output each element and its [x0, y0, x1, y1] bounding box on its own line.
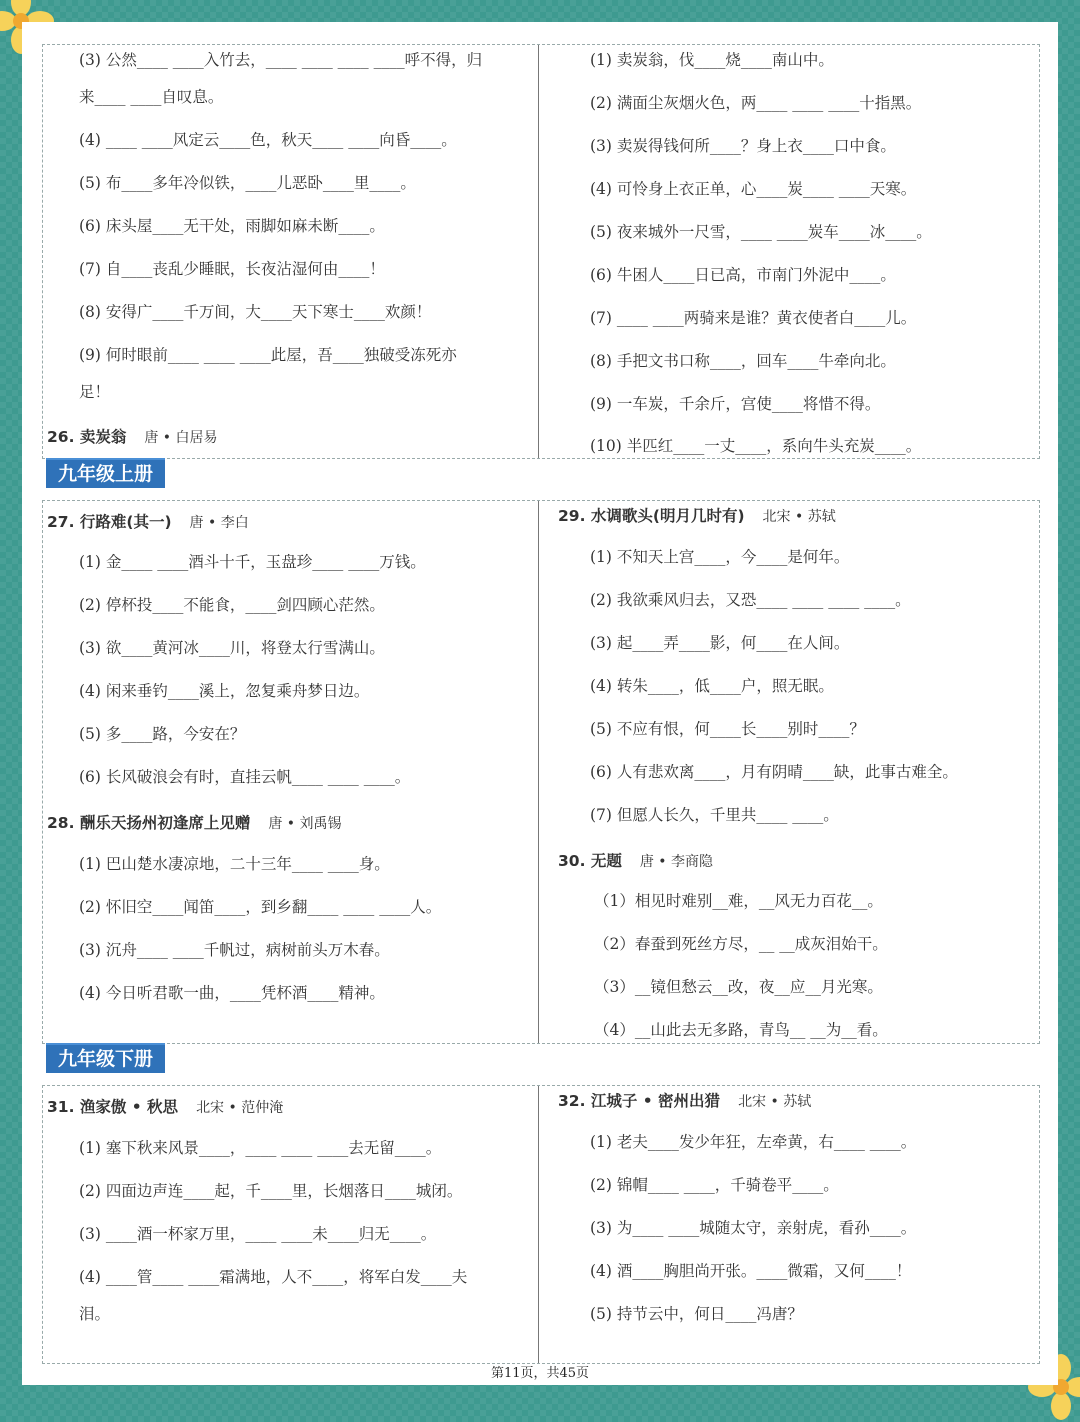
exercise-line: (4) ____管____ ____霜满地，人不____，将军白发____夫 — [79, 1268, 468, 1286]
exercise-line: (3) 为____ ____城随太守，亲射虎，看孙____。 — [590, 1219, 917, 1237]
exercise-line: (1) 老夫____发少年狂，左牵黄，右____ ____。 — [590, 1133, 917, 1151]
exercise-line: (5) 多____路，今安在？ — [79, 725, 246, 743]
exercise-line: (3) ____酒一杯家万里，____ ____未____归无____。 — [79, 1225, 437, 1243]
exercise-line: 来____ ____自叹息。 — [79, 88, 224, 106]
section-grade9-lower — [42, 1085, 1040, 1364]
exercise-line: (8) 手把文书口称____，回车____牛牵向北。 — [590, 352, 896, 370]
exercise-line: （3）__镜但愁云__改，夜__应__月光寒。 — [594, 978, 883, 996]
poem-title-32 — [558, 1089, 811, 1111]
exercise-line: (10) 半匹红____一丈____，系向牛头充炭____。 — [590, 437, 922, 455]
section-continued — [42, 44, 1040, 459]
poem-author: 唐 • 李商隐 — [639, 854, 714, 870]
poem-title-text: 30. 无题 — [558, 852, 622, 870]
exercise-line: (2) 怀旧空____闻笛____，到乡翻____ ____ ____人。 — [79, 898, 442, 916]
exercise-line: (5) 不应有恨，何____长____别时____？ — [590, 720, 865, 738]
poem-title-text: 27. 行路难(其一) — [47, 513, 172, 531]
exercise-line: (5) 持节云中，何日____冯唐？ — [590, 1305, 803, 1323]
exercise-line: (6) 人有悲欢离____，月有阴晴____缺，此事古难全。 — [590, 763, 958, 781]
exercise-line: (2) 我欲乘风归去，又恐____ ____ ____ ____。 — [590, 591, 911, 609]
exercise-line: (1) 巴山楚水凄凉地，二十三年____ ____身。 — [79, 855, 390, 873]
exercise-line: 足！ — [79, 383, 111, 401]
exercise-line: （1）相见时难别__难，__风无力百花__。 — [594, 892, 883, 910]
exercise-line: （4）__山此去无多路，青鸟__ __为__看。 — [594, 1021, 888, 1039]
exercise-line: (5) 布____多年冷似铁，____儿恶卧____里____。 — [79, 174, 416, 192]
poem-author: 唐 • 刘禹锡 — [268, 816, 342, 832]
exercise-line: (6) 床头屋____无干处，雨脚如麻未断____。 — [79, 217, 385, 235]
poem-title-26 — [47, 425, 218, 447]
exercise-line: (7) 自____丧乱少睡眠，长夜沾湿何由____！ — [79, 260, 385, 278]
exercise-line: (4) 可怜身上衣正单，心____炭____ ____天寒。 — [590, 180, 917, 198]
poem-title-31 — [47, 1095, 283, 1117]
exercise-line: (1) 卖炭翁，伐____烧____南山中。 — [590, 51, 834, 69]
poem-title-text: 28. 酬乐天扬州初逢席上见赠 — [47, 814, 251, 832]
page-footer: 第11页，共45页 — [490, 1366, 590, 1381]
grade-label-9-upper: 九年级上册 — [46, 458, 165, 488]
exercise-line: (2) 满面尘灰烟火色，两____ ____ ____十指黑。 — [590, 94, 922, 112]
exercise-line: (3) 卖炭得钱何所____？身上衣____口中食。 — [590, 137, 896, 155]
exercise-line: （2）春蚕到死丝方尽，__ __成灰泪始干。 — [594, 935, 888, 953]
poem-title-27 — [47, 510, 249, 532]
exercise-line: (8) 安得广____千万间，大____天下寒士____欢颜！ — [79, 303, 432, 321]
poem-title-30 — [558, 849, 713, 871]
exercise-line: (6) 长风破浪会有时，直挂云帆____ ____ ____。 — [79, 768, 411, 786]
poem-author: 唐 • 李白 — [189, 515, 249, 531]
exercise-line: (7) 但愿人长久，千里共____ ____。 — [590, 806, 839, 824]
exercise-line: (7) ____ ____两骑来是谁？黄衣使者白____儿。 — [590, 309, 917, 327]
exercise-line: (3) 沉舟____ ____千帆过，病树前头万木春。 — [79, 941, 390, 959]
poem-author: 北宋 • 范仲淹 — [196, 1100, 284, 1116]
exercise-line: (4) 转朱____，低____户，照无眠。 — [590, 677, 834, 695]
poem-author: 北宋 • 苏轼 — [738, 1094, 812, 1110]
worksheet-page — [22, 22, 1058, 1385]
exercise-line: (3) 欲____黄河冰____川，将登太行雪满山。 — [79, 639, 385, 657]
poem-title-text: 31. 渔家傲 • 秋思 — [47, 1098, 179, 1116]
exercise-line: (4) 今日听君歌一曲，____凭杯酒____精神。 — [79, 984, 385, 1002]
exercise-line: (3) 起____弄____影，何____在人间。 — [590, 634, 850, 652]
exercise-line: (2) 停杯投____不能食，____剑四顾心茫然。 — [79, 596, 385, 614]
poem-author: 唐 • 白居易 — [144, 430, 218, 446]
section-grade9-upper — [42, 500, 1040, 1044]
exercise-line: (1) 不知天上宫____，今____是何年。 — [590, 548, 850, 566]
poem-author: 北宋 • 苏轼 — [762, 509, 836, 525]
exercise-line: (9) 何时眼前____ ____ ____此屋，吾____独破受冻死亦 — [79, 346, 457, 364]
poem-title-29 — [558, 504, 836, 526]
exercise-line: (9) 一车炭，千余斤，宫使____将惜不得。 — [590, 395, 881, 413]
exercise-line: (4) 酒____胸胆尚开张。____微霜，又何____！ — [590, 1262, 912, 1280]
exercise-line: (2) 四面边声连____起，千____里，长烟落日____城闭。 — [79, 1182, 463, 1200]
exercise-line: (4) 闲来垂钓____溪上，忽复乘舟梦日边。 — [79, 682, 370, 700]
exercise-line: (2) 锦帽____ ____，千骑卷平____。 — [590, 1176, 839, 1194]
poem-title-text: 32. 江城子 • 密州出猎 — [558, 1092, 721, 1110]
exercise-line: (1) 金____ ____酒斗十千，玉盘珍____ ____万钱。 — [79, 553, 426, 571]
exercise-line: 泪。 — [79, 1305, 111, 1323]
exercise-line: (4) ____ ____风定云____色，秋天____ ____向昏____。 — [79, 131, 457, 149]
exercise-line: (6) 牛困人____日已高，市南门外泥中____。 — [590, 266, 896, 284]
poem-title-text: 29. 水调歌头(明月几时有) — [558, 507, 745, 525]
poem-title-28 — [47, 811, 342, 833]
exercise-line: (1) 塞下秋来风景____，____ ____ ____去无留____。 — [79, 1139, 442, 1157]
exercise-line: (3) 公然____ ____入竹去，____ ____ ____ ____呼不得，归 — [79, 51, 483, 69]
grade-label-9-lower: 九年级下册 — [46, 1043, 165, 1073]
exercise-line: (5) 夜来城外一尺雪，____ ____炭车____冰____。 — [590, 223, 932, 241]
poem-title-text: 26. 卖炭翁 — [47, 428, 127, 446]
